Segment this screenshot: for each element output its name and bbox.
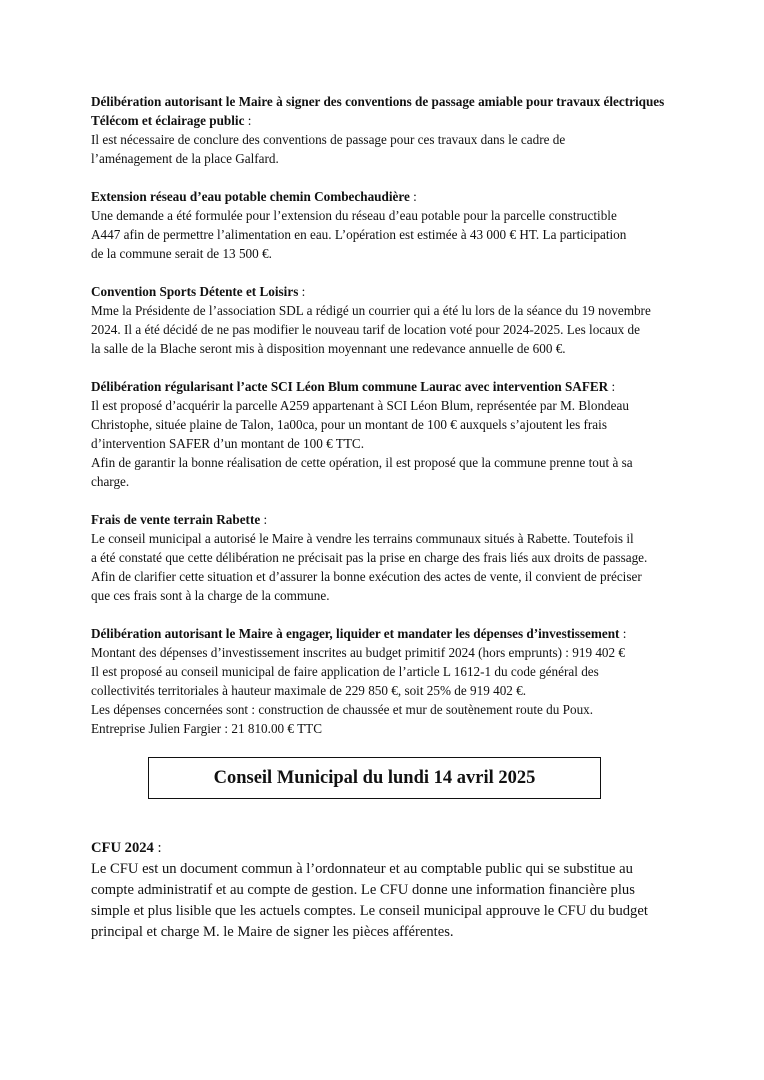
section-heading-colon: : — [260, 512, 268, 527]
section-body-line: que ces frais sont à la charge de la commune. — [91, 588, 330, 603]
section-body-line: Christophe, située plaine de Talon, 1a00ca, pour un montant de 100 € auxquels s’ajoutent les frais — [91, 417, 607, 432]
section-body-line: Entreprise Julien Fargier : 21 810.00 € TTC — [91, 721, 322, 736]
section-body-line: l’aménagement de la place Galfard. — [91, 151, 279, 166]
deliberation-section — [91, 377, 674, 491]
section-heading-colon: : — [608, 379, 616, 394]
section-spacer — [91, 168, 674, 187]
section-body-line: Il est proposé au conseil municipal de faire application de l’article L 1612-1 du code général des — [91, 664, 599, 679]
deliberations-list — [91, 92, 674, 738]
section-body-line: Il est proposé d’acquérir la parcelle A259 appartenant à SCI Léon Blum, représentée par M. Blondeau — [91, 398, 629, 413]
section-heading-line — [91, 624, 674, 643]
cfu-heading: CFU 2024 — [91, 840, 154, 856]
section-body-line: charge. — [91, 474, 130, 489]
cfu-body-line: principal et charge M. le Maire de signer les pièces afférentes. — [91, 924, 454, 940]
deliberation-section — [91, 624, 674, 738]
section-spacer — [91, 263, 674, 282]
section-heading-colon: : — [298, 284, 306, 299]
section-heading-line — [91, 510, 674, 529]
section-heading: Délibération autorisant le Maire à engager, liquider et mandater les dépenses d’investissement — [91, 626, 620, 641]
section-body-line: d’intervention SAFER d’un montant de 100 € TTC. — [91, 436, 365, 451]
section-body-line: de la commune serait de 13 500 €. — [91, 246, 272, 261]
section-heading-colon: : — [619, 626, 627, 641]
section-heading-line — [91, 92, 674, 130]
section-heading-line — [91, 377, 674, 396]
section-body-line: Afin de garantir la bonne réalisation de cette opération, il est proposé que la commune prenne tout à sa — [91, 455, 633, 470]
cfu-colon: : — [153, 840, 162, 856]
section-body-line: Il est nécessaire de conclure des conventions de passage pour ces travaux dans le cadre de — [91, 132, 566, 147]
section-body-line: Afin de clarifier cette situation et d’assurer la bonne exécution des actes de vente, il convient de préciser — [91, 569, 642, 584]
deliberation-section — [91, 510, 674, 605]
cfu-heading-line — [91, 838, 674, 859]
council-title: Conseil Municipal du lundi 14 avril 2025 — [213, 767, 536, 788]
section-body-line: A447 afin de permettre l’alimentation en eau. L’opération est estimée à 43 000 € HT. La participation — [91, 227, 627, 242]
cfu-body — [91, 859, 674, 943]
section-heading-line — [91, 187, 674, 206]
section-heading-colon: : — [244, 113, 252, 128]
section-body-line: Mme la Présidente de l’association SDL a rédigé un courrier qui a été lu lors de la séance du 19 novembre — [91, 303, 651, 318]
cfu-body-line: Le CFU est un document commun à l’ordonnateur et au comptable public qui se substitue au — [91, 861, 633, 877]
section-body-line: Montant des dépenses d’investissement inscrites au budget primitif 2024 (hors emprunts) : 919 402 € — [91, 645, 626, 660]
section-heading: Frais de vente terrain Rabette — [91, 512, 261, 527]
section-spacer — [91, 605, 674, 624]
deliberation-section — [91, 187, 674, 263]
section-heading: Convention Sports Détente et Loisirs — [91, 284, 299, 299]
cfu-body-line: compte administratif et au compte de gestion. Le CFU donne une information financière plus — [91, 882, 635, 898]
section-body-line: collectivités territoriales à hauteur maximale de 229 850 €, soit 25% de 919 402 €. — [91, 683, 527, 698]
cfu-section — [91, 838, 674, 943]
section-heading: Délibération autorisant le Maire à signer des conventions de passage amiable pour travaux électriques Télécom et éclairage public — [91, 94, 665, 128]
section-body-line: a été constaté que cette délibération ne précisait pas la prise en charge des frais liés aux droits de passage. — [91, 550, 648, 565]
section-body-line: Le conseil municipal a autorisé le Maire à vendre les terrains communaux situés à Rabette. Toutefois il — [91, 531, 634, 546]
section-body-line: Les dépenses concernées sont : construction de chaussée et mur de soutènement route du Poux. — [91, 702, 594, 717]
section-heading-line — [91, 282, 674, 301]
cfu-body-line: simple et plus lisible que les actuels comptes. Le conseil municipal approuve le CFU du budget — [91, 903, 648, 919]
deliberation-section — [91, 282, 674, 358]
section-heading: Délibération régularisant l’acte SCI Léon Blum commune Laurac avec intervention SAFER — [91, 379, 609, 394]
section-body-line: 2024. Il a été décidé de ne pas modifier le nouveau tarif de location voté pour 2024-2025. Les locaux de — [91, 322, 640, 337]
section-body-line: la salle de la Blache seront mis à disposition moyennant une redevance annuelle de 600 €. — [91, 341, 566, 356]
section-spacer — [91, 491, 674, 510]
section-heading: Extension réseau d’eau potable chemin Combechaudière — [91, 189, 410, 204]
deliberation-section — [91, 92, 674, 168]
section-spacer — [91, 358, 674, 377]
section-body-line: Une demande a été formulée pour l’extension du réseau d’eau potable pour la parcelle constructible — [91, 208, 617, 223]
council-title-box — [148, 757, 601, 799]
section-heading-colon: : — [409, 189, 417, 204]
